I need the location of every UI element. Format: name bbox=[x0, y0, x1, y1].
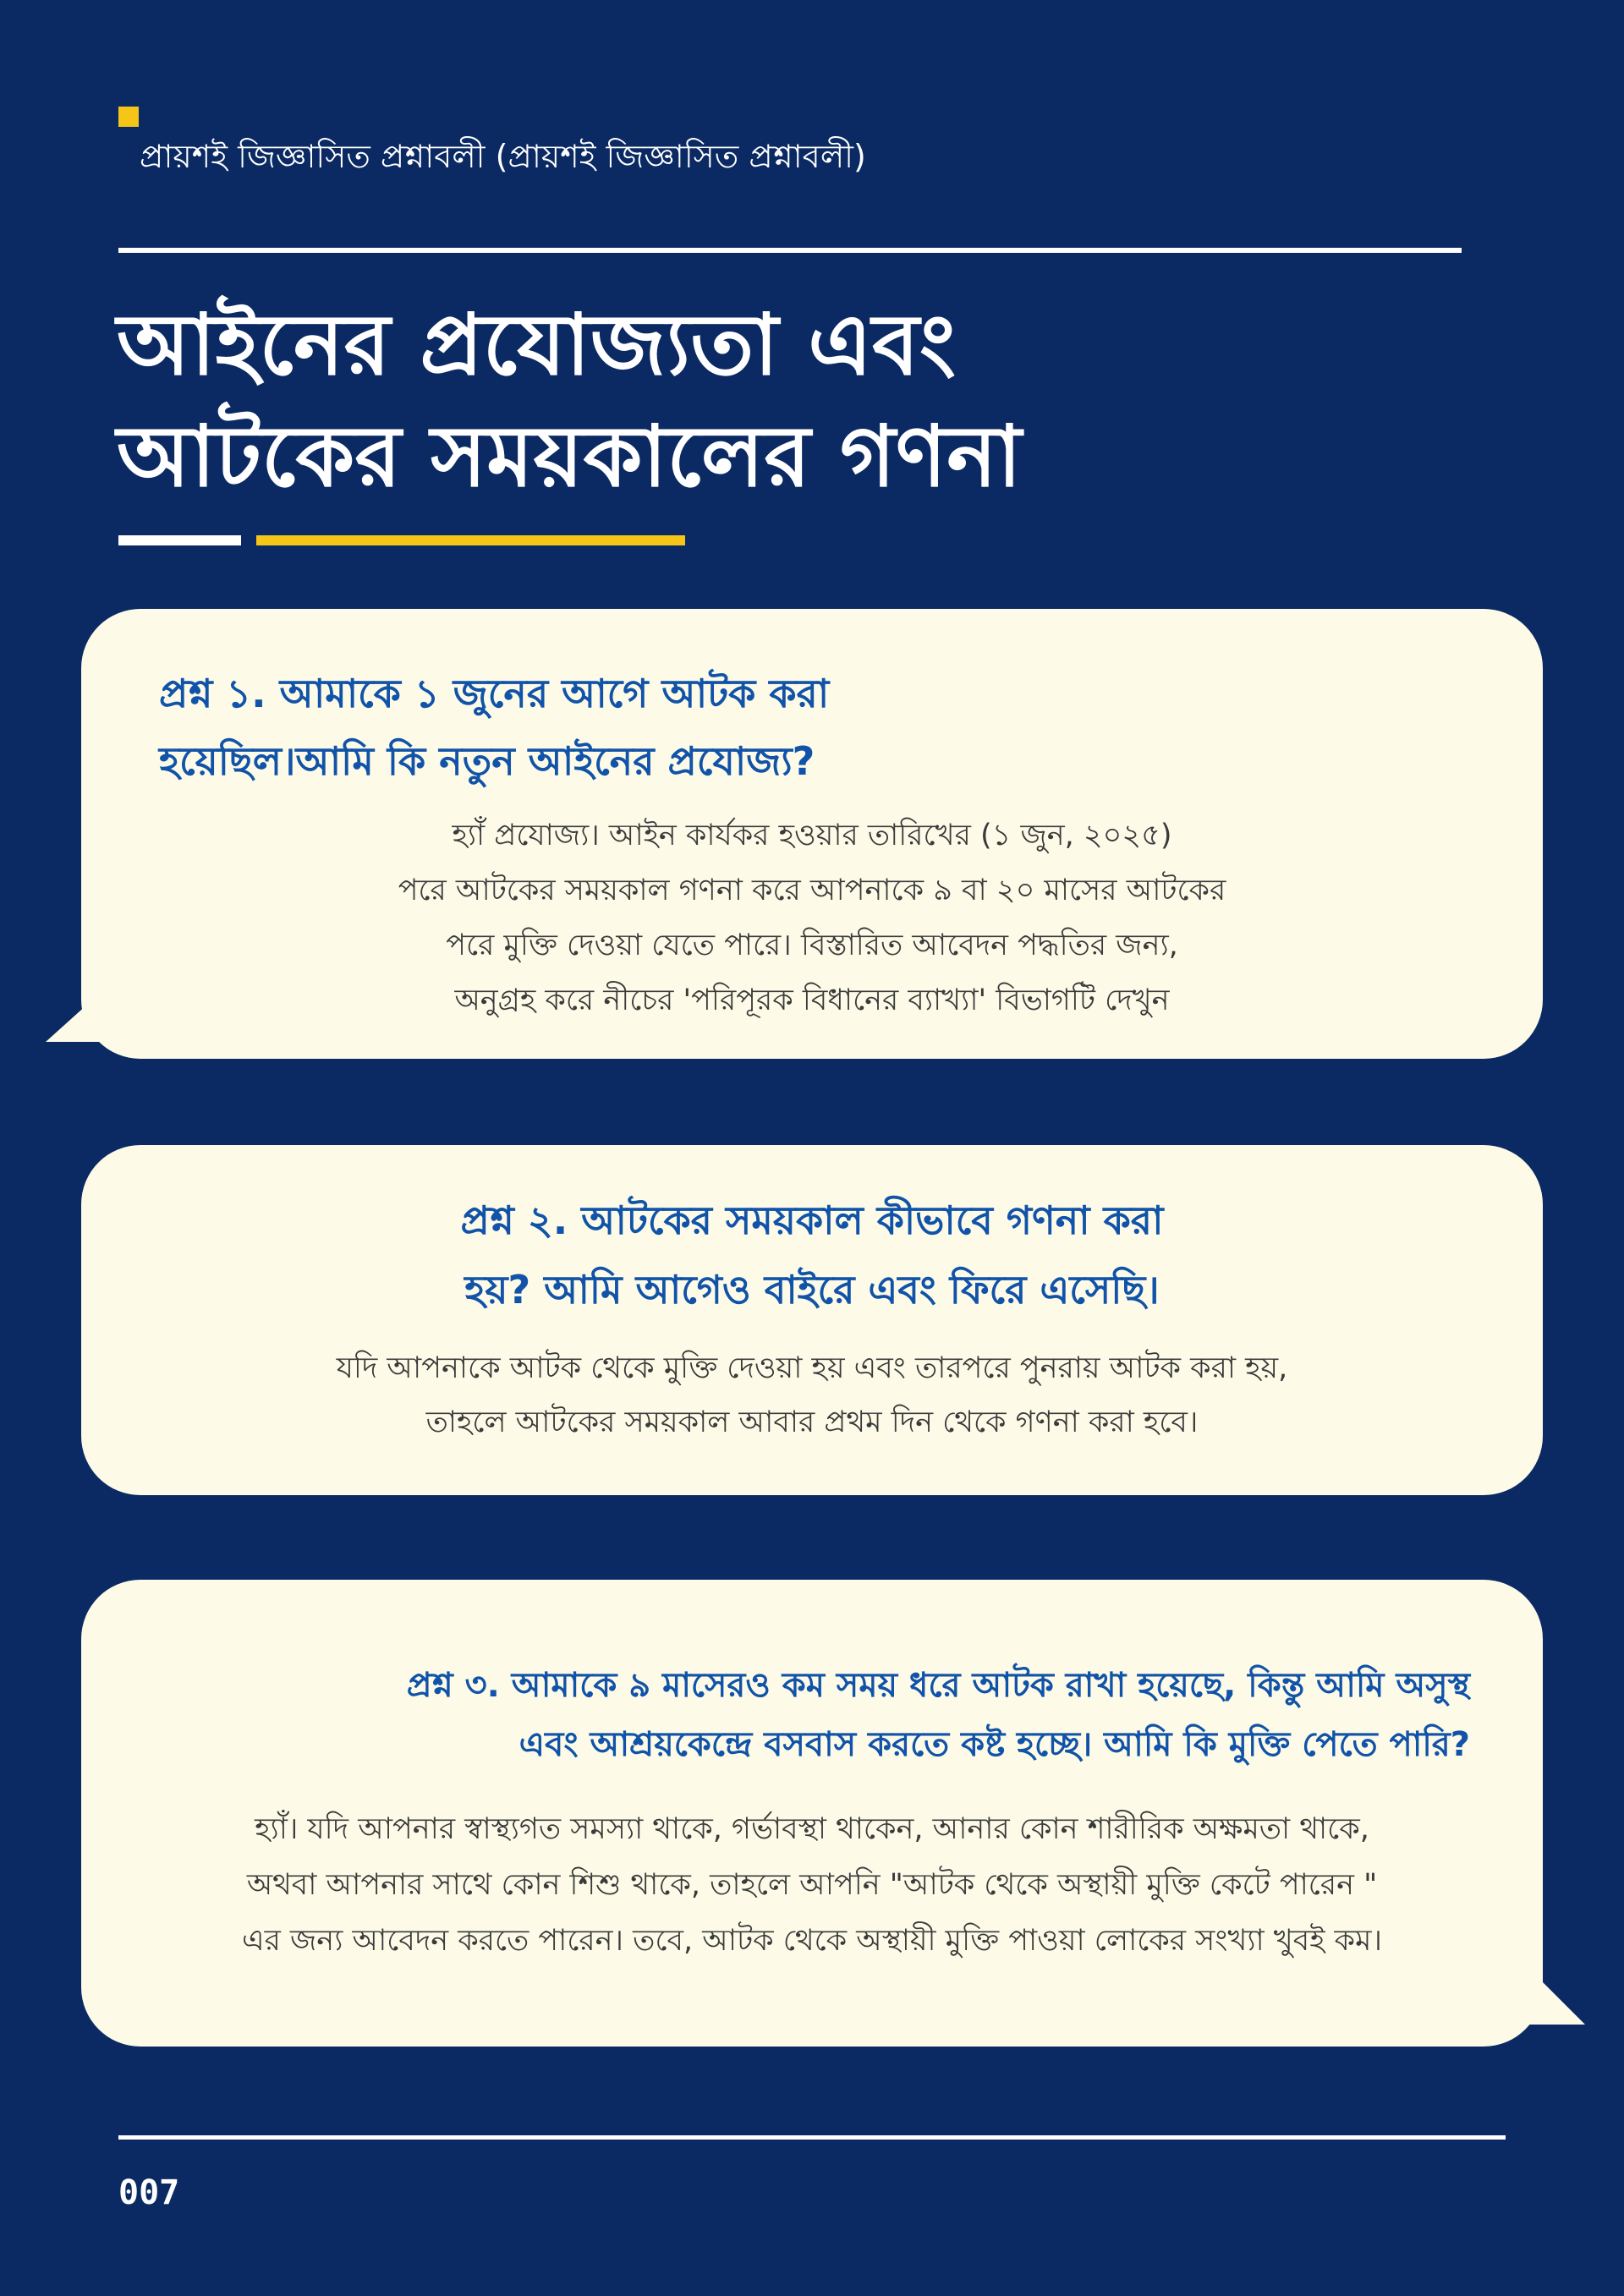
faq-answer-2 bbox=[81, 1341, 1543, 1449]
faq-answer-1-line-3: পরে মুক্তি দেওয়া যেতে পারে। বিস্তারিত আবেদন পদ্ধতির জন্য, bbox=[446, 929, 1178, 962]
title-accent-white bbox=[118, 535, 241, 545]
page-title bbox=[117, 289, 1385, 512]
faq-answer-3 bbox=[81, 1801, 1543, 1969]
faq-card-3 bbox=[81, 1580, 1543, 2047]
faq-card-2 bbox=[81, 1145, 1543, 1495]
page-title-line-1: আইনের প্রযোজ্যতা এবং bbox=[117, 295, 956, 394]
faq-answer-1-line-2: পরে আটকের সময়কাল গণনা করে আপনাকে ৯ বা ২০ মাসের আটকের bbox=[398, 874, 1226, 907]
kicker-marker bbox=[118, 107, 139, 127]
page-number: 007 bbox=[118, 2173, 180, 2212]
faq-question-2-line-2: হয়? আমি আগেও বাইরে এবং ফিরে এসেছি। bbox=[464, 1267, 1160, 1312]
faq-answer-1 bbox=[81, 808, 1543, 1028]
faq-question-2-line-1: প্রশ্ন ২. আটকের সময়কাল কীভাবে গণনা করা bbox=[460, 1197, 1164, 1243]
faq-question-3-line-1: প্রশ্ন ৩. আমাকে ৯ মাসেরও কম সময় ধরে আটক রাখা হয়েছে, কিন্তু আমি অসুস্থ bbox=[406, 1666, 1470, 1705]
faq-question-1-line-2: হয়েছিল।আমি কি নতুন আইনের প্রযোজ্য? bbox=[159, 738, 815, 784]
faq-answer-2-line-2: তাহলে আটকের সময়কাল আবার প্রথম দিন থেকে গণনা করা হবে। bbox=[425, 1406, 1199, 1439]
faq-answer-3-line-1: হ্যাঁ। যদি আপনার স্বাস্থ্যগত সমস্যা থাকে, গর্ভাবস্থা থাকেন, আনার কোন শারীরিক অক্ষমতা থাকে, bbox=[255, 1812, 1369, 1846]
faq-card-1 bbox=[81, 609, 1543, 1059]
faq-question-3-line-2: এবং আশ্রয়কেন্দ্রে বসবাস করতে কষ্ট হচ্ছে। আমি কি মুক্তি পেতে পারি? bbox=[518, 1725, 1470, 1764]
footer-divider bbox=[118, 2135, 1506, 2140]
faq-answer-3-line-3: এর জন্য আবেদন করতে পারেন। তবে, আটক থেকে অস্থায়ী মুক্তি পাওয়া লোকের সংখ্যা খুবই কম। bbox=[241, 1924, 1382, 1958]
faq-answer-1-line-1: হ্যাঁ প্রযোজ্য। আইন কার্যকর হওয়ার তারিখের (১ জুন, ২০২৫) bbox=[452, 819, 1172, 852]
page-title-line-2: আটকের সময়কালের গণনা bbox=[117, 407, 1022, 506]
title-accent-yellow bbox=[256, 535, 685, 545]
faq-answer-3-line-2: অথবা আপনার সাথে কোন শিশু থাকে, তাহলে আপনি "আটক থেকে অস্থায়ী মুক্তি কেটে পারেন " bbox=[246, 1868, 1378, 1902]
faq-answer-1-line-4: অনুগ্রহ করে নীচের 'পরিপূরক বিধানের ব্যাখ্যা' বিভাগটি দেখুন bbox=[454, 984, 1170, 1017]
faq-question-2 bbox=[81, 1186, 1543, 1324]
section-kicker: প্রায়শই জিজ্ঞাসিত প্রশ্নাবলী (প্রায়শই জিজ্ঞাসিত প্রশ্নাবলী) bbox=[140, 138, 866, 175]
top-divider bbox=[118, 248, 1462, 253]
faq-question-1-line-1: প্রশ্ন ১. আমাকে ১ জুনের আগে আটক করা bbox=[159, 671, 830, 716]
faq-question-3 bbox=[117, 1656, 1470, 1774]
faq-answer-2-line-1: যদি আপনাকে আটক থেকে মুক্তি দেওয়া হয় এবং তারপরে পুনরায় আটক করা হয়, bbox=[336, 1351, 1288, 1385]
faq-question-1 bbox=[159, 660, 829, 795]
